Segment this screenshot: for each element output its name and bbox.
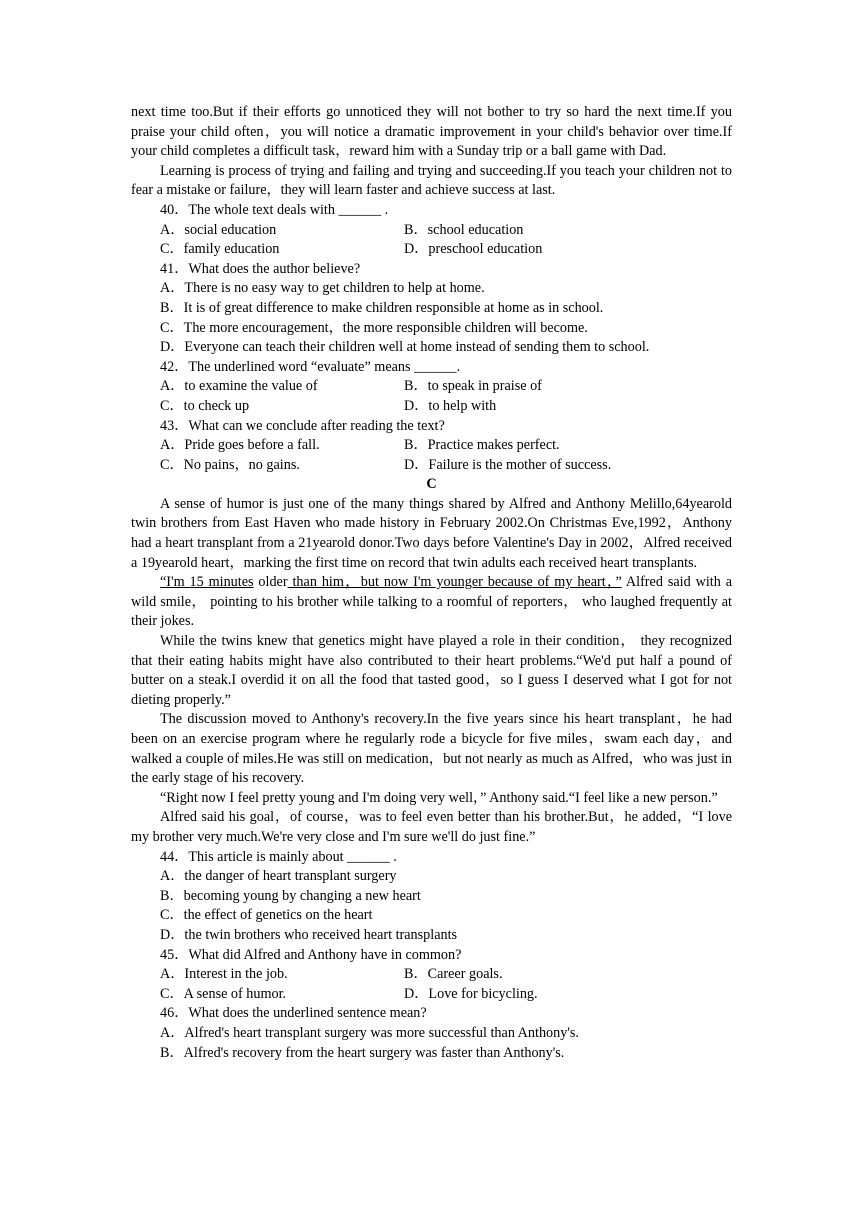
option: D．Failure is the mother of success.: [404, 456, 612, 473]
document-page: [131, 103, 732, 1063]
option: A．There is no easy way to get children to help at home.: [160, 280, 485, 297]
option: D．to help with: [404, 397, 497, 414]
option-row: [131, 985, 732, 1005]
option: B．to speak in praise of: [404, 378, 542, 395]
option: C．family education: [160, 241, 280, 258]
option: A．to examine the value of: [160, 378, 318, 395]
option: A．the danger of heart transplant surgery: [160, 868, 397, 885]
option: B．Career goals.: [404, 966, 503, 983]
option: B．school education: [404, 221, 524, 238]
passage-c-paragraph: While the twins knew that genetics might have played a role in their condition， they recognized that their eating habits might have also contributed to their heart problems.“We'd put half a pound of butter on a steak.I overdid it on all the food that tasted good，so I guess I deserved what I got for not dieting properly.”: [131, 633, 732, 708]
question-stem: 40．The whole text deals with ______ .: [160, 201, 389, 218]
question-stem: 45．What did Alfred and Anthony have in common?: [160, 946, 462, 963]
option: C．to check up: [160, 397, 250, 414]
passage-c-paragraph: “Right now I feel pretty young and I'm doing very well，” Anthony said.“I feel like a new person.”: [160, 789, 718, 806]
passage-c-paragraph: Alfred said his goal，of course，was to feel even better than his brother.But，he added，“I love my brother very much.We're very close and I'm sure we'll do just fine.”: [131, 809, 732, 845]
question-stem: 43．What can we conclude after reading the text?: [160, 417, 445, 434]
underlined-sentence: “I'm 15 minutes: [160, 574, 254, 591]
option: C．A sense of humor.: [160, 985, 287, 1002]
option: B．It is of great difference to make children responsible at home as in school.: [160, 299, 604, 316]
question-stem: 41．What does the author believe?: [160, 260, 361, 277]
option-row: [131, 436, 732, 456]
option-row: [131, 377, 732, 397]
plain-text: Alfred said with a wild smile， pointing to his brother while talking to a roomful of reporters， who laughed frequently at their jokes.: [131, 574, 732, 630]
option: D．Love for bicycling.: [404, 985, 538, 1002]
option: D．Everyone can teach their children well at home instead of sending them to school.: [160, 339, 650, 356]
option: C．No pains，no gains.: [160, 456, 300, 473]
option-row: [131, 397, 732, 417]
option: D．the twin brothers who received heart transplants: [160, 926, 458, 943]
option-row: [131, 456, 732, 476]
passage-c-paragraph: The discussion moved to Anthony's recovery.In the five years since his heart transplant，he had been on an exercise program where he regularly rode a bicycle for five miles，swam each day，and walked a couple of miles.He was still on medication，but not nearly as much as Alfred，who was just in the early stage of his recovery.: [131, 711, 732, 787]
passage-c-paragraph: A sense of humor is just one of the many things shared by Alfred and Anthony Melillo,64yearold twin brothers from East Haven who made history in February 2002.On Christmas Eve,1992，Anthony had a heart transplant from a 21yearold donor.Two days before Valentine's Day in 2002，Alfred received a 19yearold heart，marking the first time on record that twin adults each received heart transplants.: [131, 495, 732, 571]
option: B．becoming young by changing a new heart: [160, 887, 421, 904]
passage-c-paragraph: [131, 573, 732, 632]
option: A．social education: [160, 221, 277, 238]
option: B．Alfred's recovery from the heart surgery was faster than Anthony's.: [160, 1044, 565, 1061]
question-stem: 46．What does the underlined sentence mean?: [160, 1005, 427, 1022]
option: C．The more encouragement，the more responsible children will become.: [160, 319, 588, 336]
underlined-sentence: than him，but now I'm younger because of my heart，”: [287, 574, 622, 591]
passage-b-paragraph: Learning is process of trying and failing and trying and succeeding.If you teach your children not to fear a mistake or failure，they will learn faster and achieve success at last.: [131, 162, 732, 199]
option: A．Pride goes before a fall.: [160, 437, 320, 454]
section-heading: C: [426, 476, 437, 493]
option-row: [131, 965, 732, 985]
option: A．Alfred's heart transplant surgery was more successful than Anthony's.: [160, 1024, 579, 1041]
option-row: [131, 240, 732, 260]
option: A．Interest in the job.: [160, 966, 288, 983]
passage-b-paragraph: next time too.But if their efforts go unnoticed they will not bother to try so hard the next time.If you praise your child often，you will notice a dramatic improvement in your child's behavior over time.If your child completes a difficult task，reward him with a Sunday trip or a ball game with Dad.: [131, 104, 732, 160]
option: D．preschool education: [404, 241, 543, 258]
question-stem: 44．This article is mainly about ______ .: [160, 848, 397, 865]
option: B．Practice makes perfect.: [404, 437, 560, 454]
question-stem: 42．The underlined word “evaluate” means ______.: [160, 358, 461, 375]
option-row: [131, 221, 732, 241]
option: C．the effect of genetics on the heart: [160, 907, 373, 924]
plain-text: older: [253, 574, 288, 591]
